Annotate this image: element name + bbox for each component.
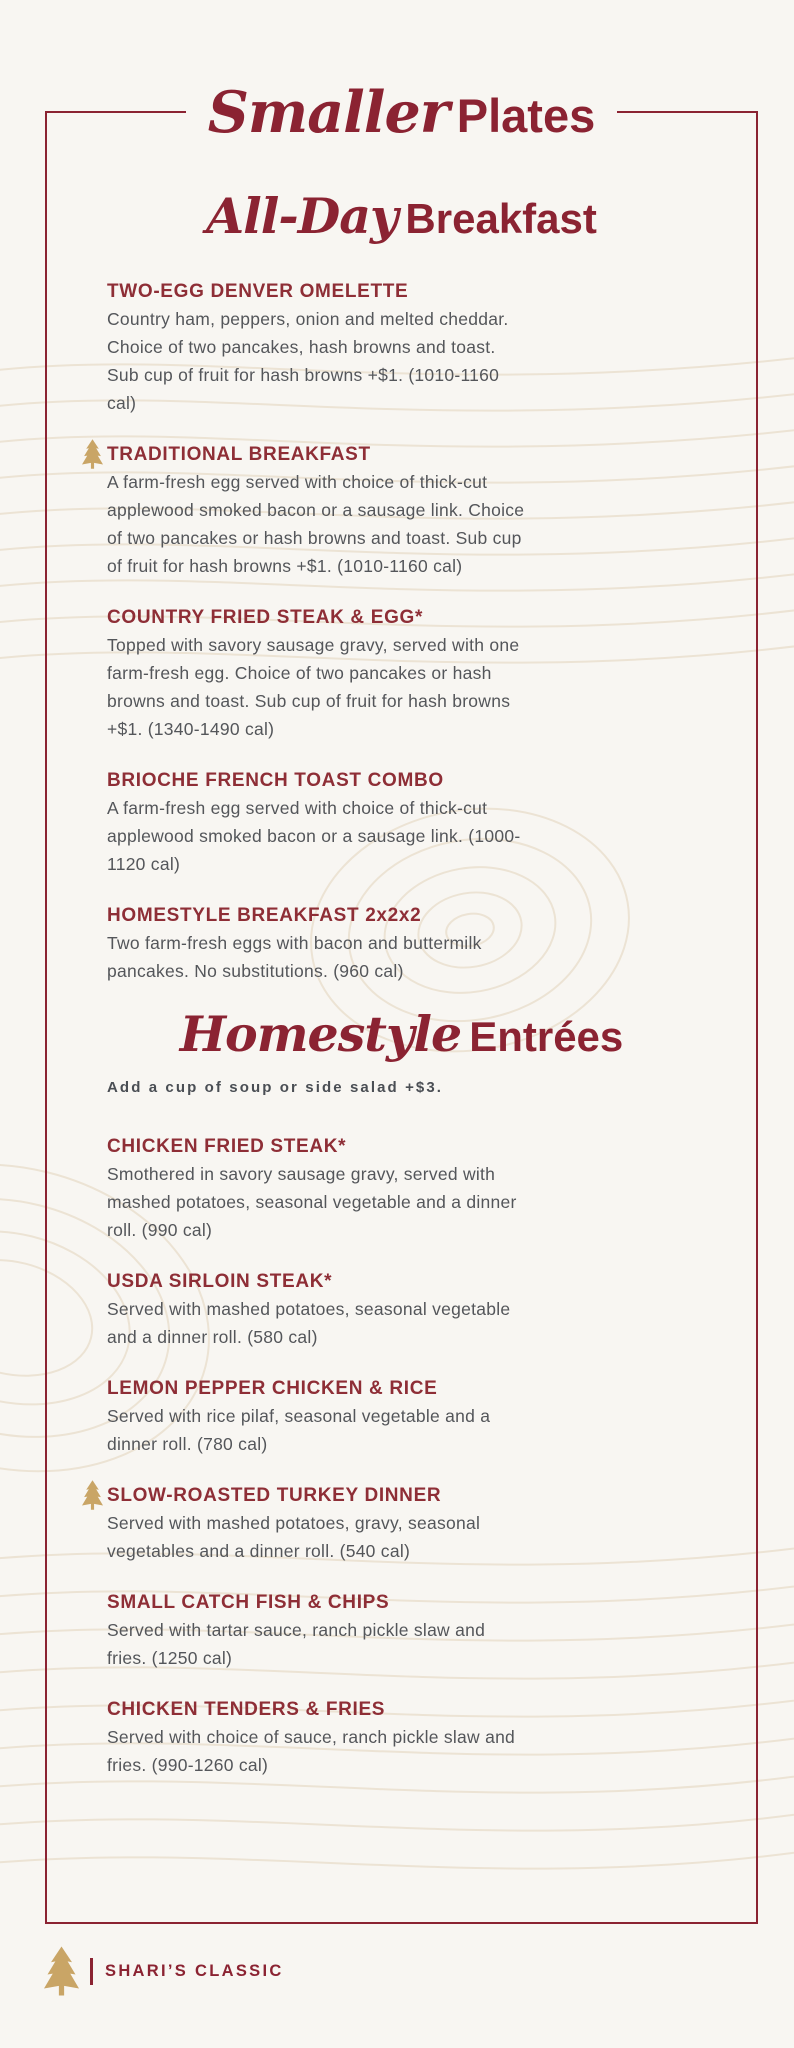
menu-item-description: Served with mashed potatoes, seasonal vegetable and a dinner roll. (580 cal)	[107, 1299, 511, 1347]
menu-item-description: Served with rice pilaf, seasonal vegetable and a dinner roll. (780 cal)	[107, 1406, 491, 1454]
menu-item-name: LEMON PEPPER CHICKEN & RICE	[107, 1378, 438, 1399]
menu-item-name: HOMESTYLE BREAKFAST 2x2x2	[107, 905, 422, 926]
menu-item	[107, 605, 525, 743]
section-title	[45, 1005, 758, 1063]
footer-legend-label: SHARI’S CLASSIC	[105, 1961, 284, 1980]
menu-item	[107, 279, 525, 417]
menu-item-name: CHICKEN FRIED STEAK*	[107, 1136, 347, 1157]
menu-item-description: Smothered in savory sausage gravy, served with mashed potatoes, seasonal vegetable and a dinner roll. (990 cal)	[107, 1164, 517, 1240]
section-item-list	[107, 279, 525, 985]
menu-item-description: Two farm-fresh eggs with bacon and buttermilk pancakes. No substitutions. (960 cal)	[107, 933, 482, 981]
menu-item	[107, 1697, 525, 1779]
page-title-script-word: Smaller	[207, 78, 449, 146]
menu-item-description: Country ham, peppers, onion and melted cheddar. Choice of two pancakes, hash browns and toast. Sub cup of fruit for hash browns +$1. (1010-1160 cal)	[107, 309, 509, 413]
menu-item-name: CHICKEN TENDERS & FRIES	[107, 1699, 386, 1720]
footer-divider-bar	[90, 1958, 93, 1985]
menu-item	[107, 1376, 525, 1458]
pine-tree-icon	[44, 1946, 79, 1996]
menu-item-description: A farm-fresh egg served with choice of thick-cut applewood smoked bacon or a sausage link. Choice of two pancakes or hash browns and toast. Sub cup of fruit for hash browns +$1. (1010-1160 cal)	[107, 472, 525, 576]
pine-tree-icon	[82, 439, 103, 469]
menu-item-name: SMALL CATCH FISH & CHIPS	[107, 1592, 390, 1613]
section-title-plain-word: Entrées	[469, 1013, 624, 1060]
menu-item-name: TWO-EGG DENVER OMELETTE	[107, 281, 409, 302]
menu-item-description: Served with choice of sauce, ranch pickle slaw and fries. (990-1260 cal)	[107, 1727, 516, 1775]
menu-item	[107, 442, 525, 580]
menu-section	[45, 1005, 758, 1779]
section-title	[45, 187, 758, 245]
page-title-plain-word: Plates	[456, 88, 596, 142]
menu-item-name: SLOW-ROASTED TURKEY DINNER	[107, 1485, 442, 1506]
frame-top-rule-right	[617, 111, 758, 113]
menu-item-name: USDA SIRLOIN STEAK*	[107, 1271, 333, 1292]
pine-tree-icon	[82, 1480, 103, 1510]
menu-item-name: TRADITIONAL BREAKFAST	[107, 444, 371, 465]
section-title-script-word: All-Day	[206, 187, 398, 245]
section-title-plain-word: Breakfast	[405, 195, 597, 242]
page-header	[45, 74, 758, 150]
menu-item	[107, 1590, 525, 1672]
menu-item	[107, 768, 525, 878]
menu-item-description: Served with tartar sauce, ranch pickle slaw and fries. (1250 cal)	[107, 1620, 486, 1668]
menu-item-description: Topped with savory sausage gravy, served with one farm-fresh egg. Choice of two pancakes or hash browns and toast. Sub cup of fruit for hash browns +$1. (1340-1490 cal)	[107, 635, 520, 739]
menu-item	[107, 1269, 525, 1351]
menu-item-name: BRIOCHE FRENCH TOAST COMBO	[107, 770, 444, 791]
section-title-script-word: Homestyle	[179, 1005, 462, 1063]
page-title	[208, 79, 596, 146]
menu-item-name: COUNTRY FRIED STEAK & EGG*	[107, 607, 424, 628]
menu-item	[107, 1134, 525, 1244]
section-item-list	[107, 1134, 525, 1779]
menu-item-description: Served with mashed potatoes, gravy, seasonal vegetables and a dinner roll. (540 cal)	[107, 1513, 481, 1561]
section-note: Add a cup of soup or side salad +$3.	[107, 1079, 444, 1096]
menu-section	[45, 187, 758, 985]
menu-sections	[45, 168, 758, 1804]
menu-item	[107, 1483, 525, 1565]
menu-item-description: A farm-fresh egg served with choice of thick-cut applewood smoked bacon or a sausage link. (1000-1120 cal)	[107, 798, 521, 874]
menu-item	[107, 903, 525, 985]
footer-legend	[44, 1944, 284, 1998]
frame-top-rule-left	[45, 111, 186, 113]
